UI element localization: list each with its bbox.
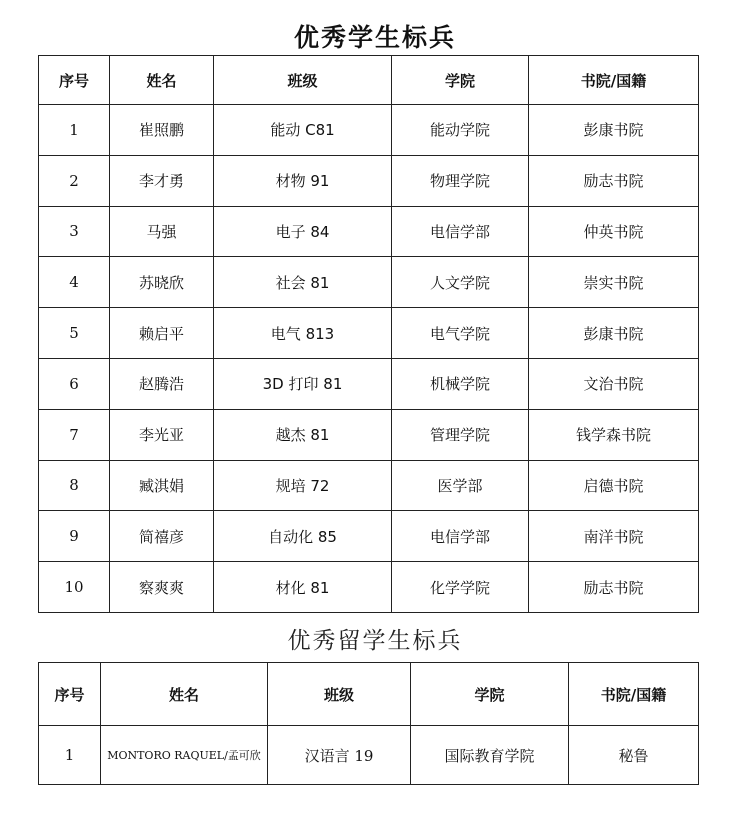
header-class: 班级 [268,663,411,726]
cell-class: 自动化 85 [214,511,392,562]
cell-college: 彭康书院 [529,308,699,359]
table-row [39,460,699,511]
table-row [39,155,699,206]
cell-name: 苏晓欣 [110,257,214,308]
table-row [39,726,699,785]
cell-index: 6 [39,358,110,409]
cell-nationality: 秘鲁 [569,726,699,785]
cell-class: 社会 81 [214,257,392,308]
cell-name: 马强 [110,206,214,257]
cell-name: 李才勇 [110,155,214,206]
cell-college: 钱学森书院 [529,409,699,460]
cell-index: 7 [39,409,110,460]
top-students-table [38,55,699,613]
header-class: 班级 [214,56,392,105]
header-index: 序号 [39,56,110,105]
cell-school: 化学学院 [392,562,529,613]
cell-class: 越杰 81 [214,409,392,460]
table-header-row [39,663,699,726]
cell-class: 汉语言 19 [268,726,411,785]
header-name: 姓名 [101,663,268,726]
cell-class: 电气 813 [214,308,392,359]
cell-index: 1 [39,726,101,785]
cell-college: 启德书院 [529,460,699,511]
table-row [39,511,699,562]
cell-name: 崔照鹏 [110,105,214,156]
cell-college: 励志书院 [529,562,699,613]
table-row [39,308,699,359]
cell-class: 材化 81 [214,562,392,613]
cell-school: 医学部 [392,460,529,511]
header-index: 序号 [39,663,101,726]
cell-school: 国际教育学院 [411,726,569,785]
cell-class: 3D 打印 81 [214,358,392,409]
cell-college: 仲英书院 [529,206,699,257]
cell-school: 人文学院 [392,257,529,308]
cell-index: 5 [39,308,110,359]
header-school: 学院 [392,56,529,105]
cell-school: 电信学部 [392,511,529,562]
cell-name: 察爽爽 [110,562,214,613]
cell-name: MONTORO RAQUEL/孟可欣 [101,726,268,785]
cell-college: 励志书院 [529,155,699,206]
cell-index: 3 [39,206,110,257]
cell-index: 10 [39,562,110,613]
cell-name: 李光亚 [110,409,214,460]
cell-name: 臧淇娟 [110,460,214,511]
cell-school: 管理学院 [392,409,529,460]
table-row [39,206,699,257]
cell-school: 电信学部 [392,206,529,257]
table-header-row [39,56,699,105]
cell-school: 电气学院 [392,308,529,359]
cell-college: 文治书院 [529,358,699,409]
header-college-nationality: 书院/国籍 [529,56,699,105]
cell-college: 崇实书院 [529,257,699,308]
cell-index: 1 [39,105,110,156]
cell-class: 材物 91 [214,155,392,206]
table-row [39,409,699,460]
cell-index: 9 [39,511,110,562]
cell-college: 南洋书院 [529,511,699,562]
cell-school: 物理学院 [392,155,529,206]
table-row [39,358,699,409]
cell-school: 能动学院 [392,105,529,156]
cell-index: 4 [39,257,110,308]
cell-index: 2 [39,155,110,206]
cell-name: 赵腾浩 [110,358,214,409]
cell-index: 8 [39,460,110,511]
header-college-nationality: 书院/国籍 [569,663,699,726]
cell-school: 机械学院 [392,358,529,409]
table-row [39,105,699,156]
header-name: 姓名 [110,56,214,105]
international-students-table [38,662,699,785]
section2-title: 优秀留学生标兵 [287,628,463,654]
header-school: 学院 [411,663,569,726]
cell-class: 规培 72 [214,460,392,511]
table-row [39,562,699,613]
cell-college: 彭康书院 [529,105,699,156]
section1-title: 优秀学生标兵 [293,23,456,52]
table-row [39,257,699,308]
cell-name: 简禧彦 [110,511,214,562]
cell-class: 能动 C81 [214,105,392,156]
cell-class: 电子 84 [214,206,392,257]
cell-name: 赖启平 [110,308,214,359]
